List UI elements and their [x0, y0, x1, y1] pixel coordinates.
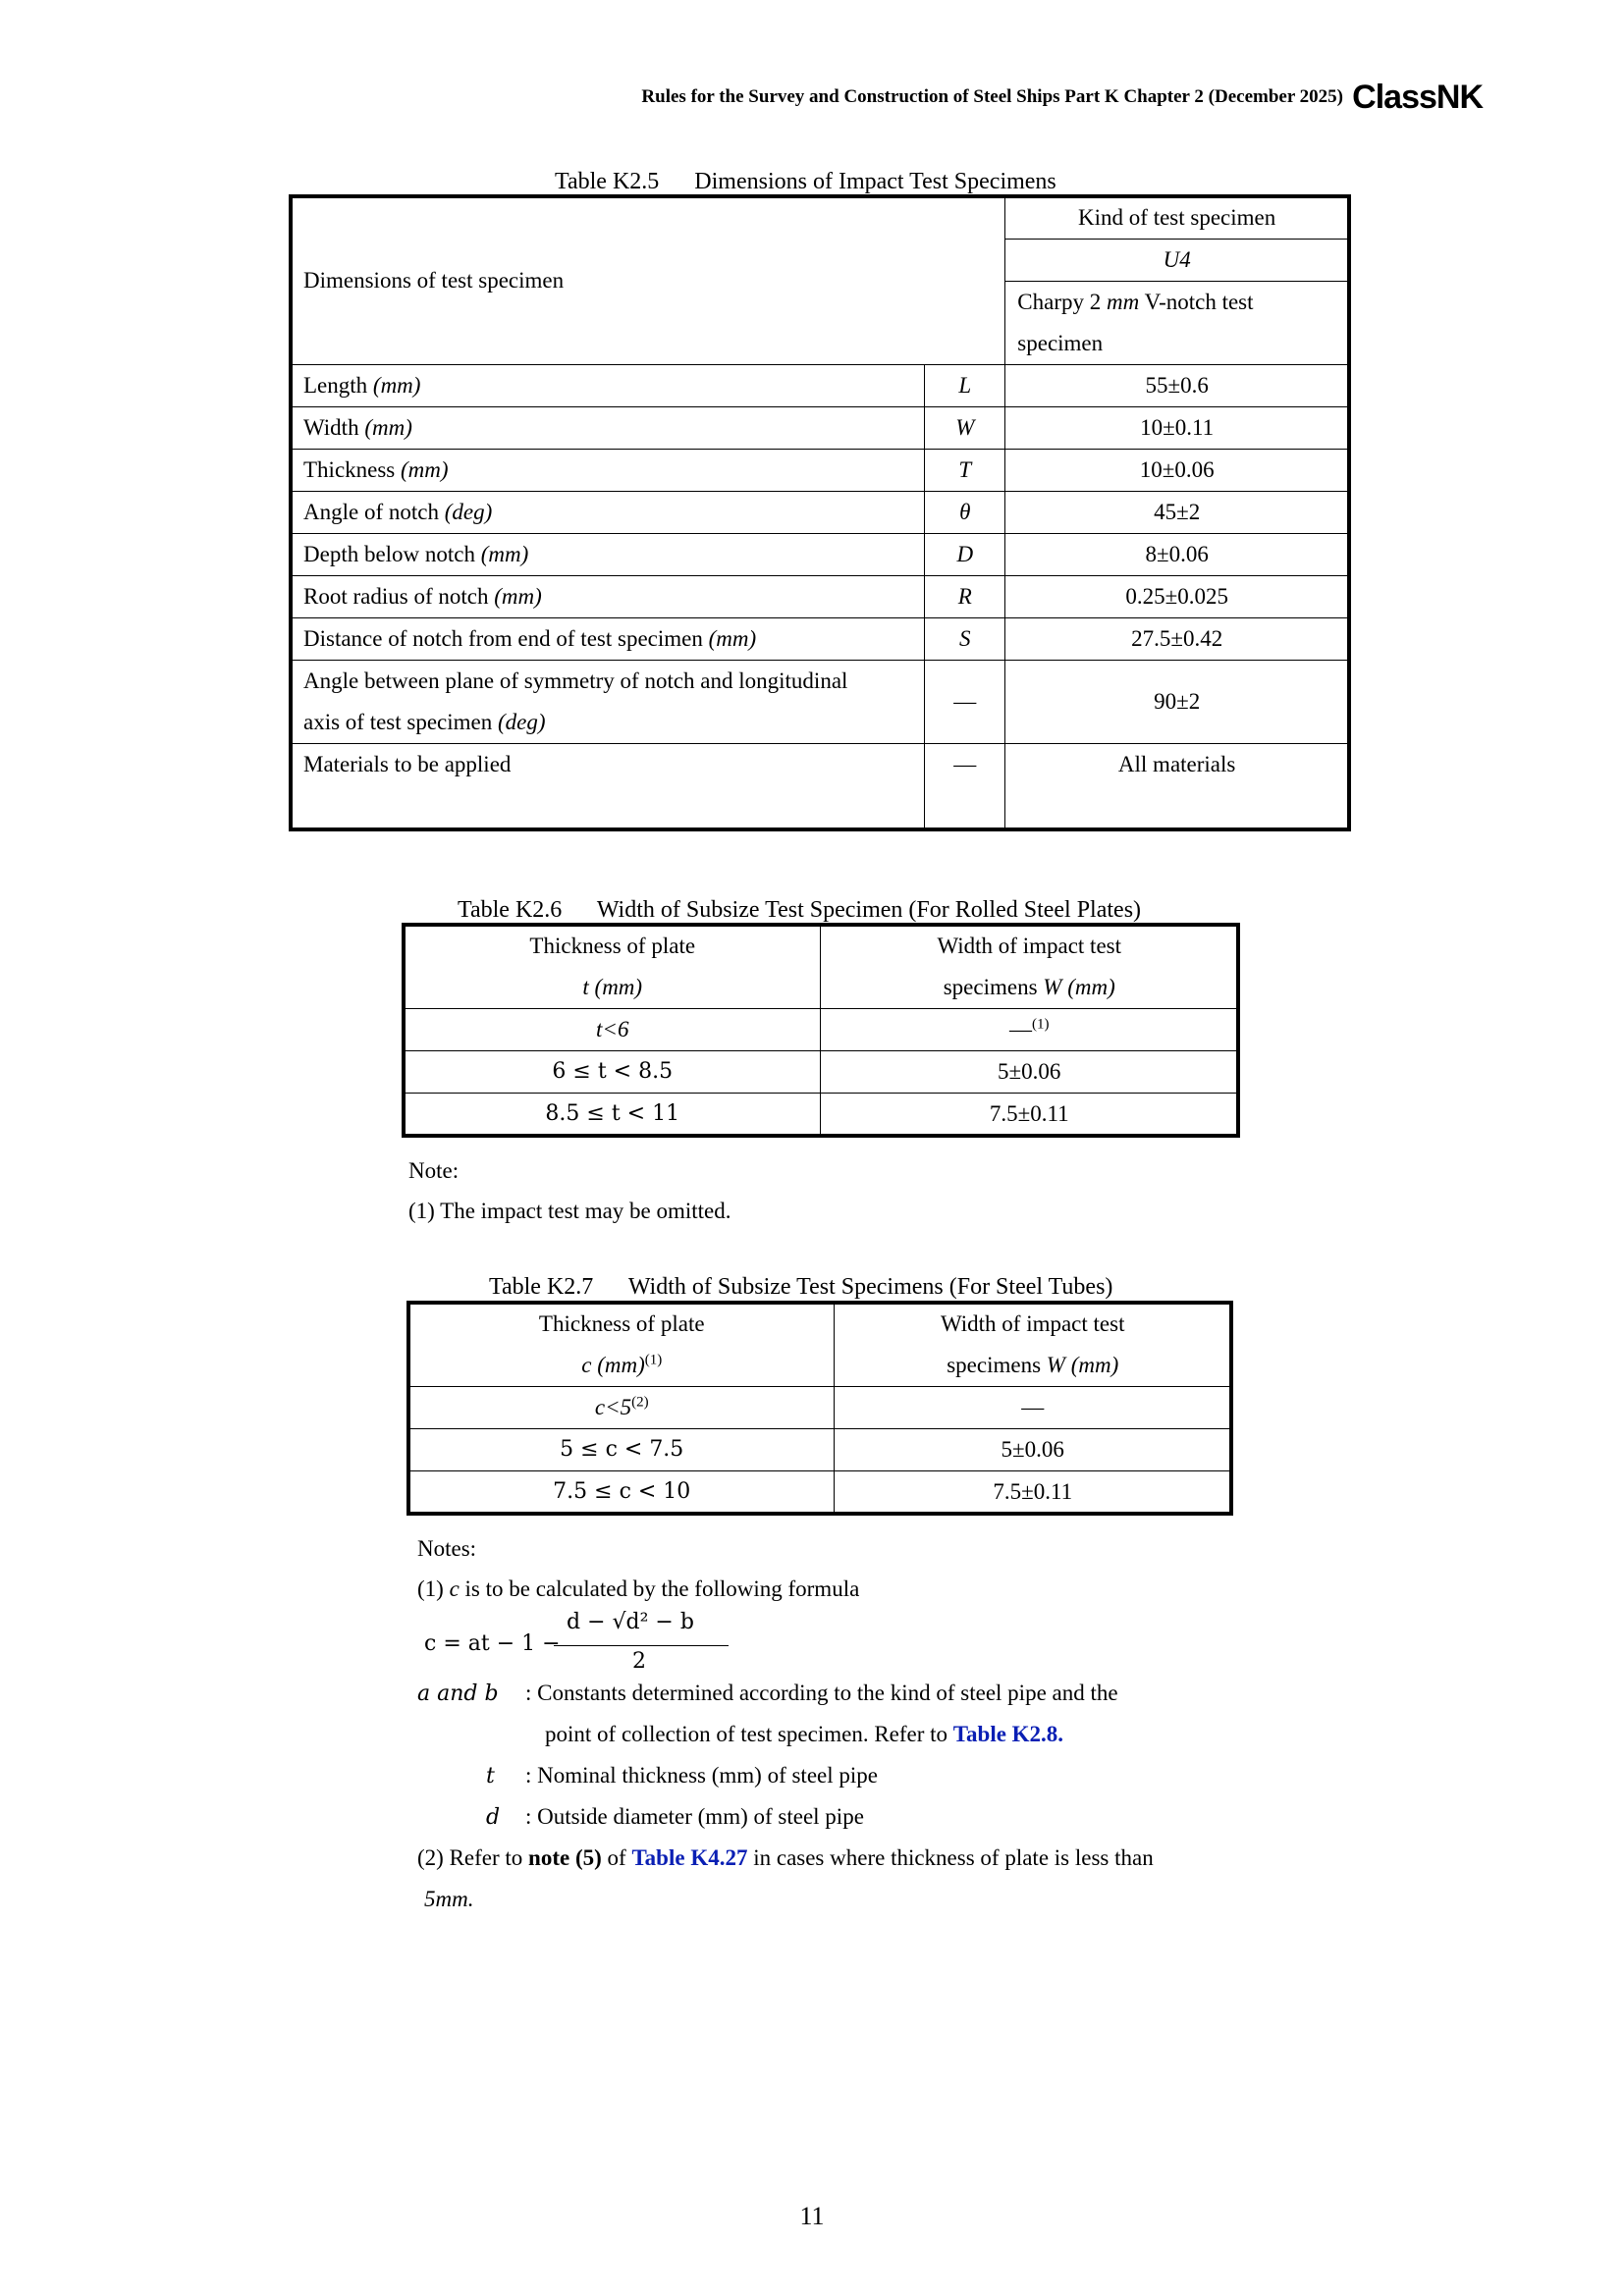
- table-row: t<6 —$^{(1)}$: [405, 1009, 1238, 1051]
- width-header: Width of impact test specimens W (mm): [821, 926, 1238, 1009]
- def-d: d: [486, 1805, 501, 1830]
- table-row: Length (mm) L 55±0.6: [292, 365, 1349, 407]
- table-row: Width (mm) W 10±0.11: [292, 407, 1349, 450]
- table-row: 5 ≤ c < 7.5 5±0.06: [409, 1429, 1231, 1471]
- thickness-header: Thickness of plate c (mm)$^{(1)}$: [409, 1304, 835, 1387]
- def-a-b: a and b: [417, 1682, 499, 1706]
- thickness-header: Thickness of plate t (mm): [405, 926, 821, 1009]
- table-row: Root radius of notch (mm) R 0.25±0.025: [292, 576, 1349, 618]
- table-k2-8-link[interactable]: Table K2.8.: [952, 1722, 1064, 1746]
- page-number: 11: [799, 2202, 825, 2230]
- table-k4-27-link[interactable]: Table K4.27: [631, 1845, 748, 1870]
- charpy-cell: Charpy 2 mm V-notch test specimen: [1005, 282, 1349, 365]
- header-title: Rules for the Survey and Construction of Steel Ships Part K Chapter 2 (December 2025): [641, 86, 1343, 107]
- table-k2-7-caption: Table K2.7 Width of Subsize Test Specimens (For Steel Tubes): [489, 1274, 1113, 1300]
- table-k2-6: [404, 925, 1238, 1136]
- table-row: $c<5^{(2)}$ —: [409, 1387, 1231, 1429]
- table-row: 7.5 ≤ c < 10 7.5±0.11: [409, 1471, 1231, 1514]
- table-k2-6-caption: Table K2.6 Width of Subsize Test Specimen (For Rolled Steel Plates): [458, 897, 1142, 923]
- table-k2-7: [408, 1303, 1231, 1514]
- notes-1: (1) c is to be calculated by the following formula: [417, 1576, 860, 1601]
- dimensions-header: Dimensions of test specimen: [292, 197, 1005, 365]
- kind-header: Kind of test specimen: [1005, 197, 1349, 240]
- width-header: Width of impact test specimens W (mm): [835, 1304, 1231, 1387]
- table-row: 8.5 ≤ t < 11 7.5±0.11: [405, 1094, 1238, 1136]
- notes-2: (2) Refer to note (5) of Table K4.27 in cases where thickness of plate is less than: [417, 1845, 1154, 1870]
- notes-title: Notes:: [417, 1536, 477, 1561]
- def-t-text: : Nominal thickness (mm) of steel pipe: [525, 1763, 878, 1788]
- formula-c: c = at − 1 − d − √d² − b 2: [424, 1606, 738, 1677]
- table-row: Depth below notch (mm) D 8±0.06: [292, 534, 1349, 576]
- note-1: (1) The impact test may be omitted.: [408, 1199, 731, 1223]
- note-title: Note:: [408, 1158, 460, 1183]
- def-a-b-text2: point of collection of test specimen. Refer to Table K2.8.: [545, 1722, 1064, 1746]
- table-row: 6 ≤ t < 8.5 5±0.06: [405, 1051, 1238, 1094]
- table-row: Materials to be applied — All materials: [292, 744, 1349, 829]
- table-row: Distance of notch from end of test specimen (mm) S 27.5±0.42: [292, 618, 1349, 661]
- def-a-b-text: : Constants determined according to the kind of steel pipe and the: [525, 1681, 1118, 1705]
- table-row: Thickness (mm) T 10±0.06: [292, 450, 1349, 492]
- def-t: t: [486, 1764, 495, 1789]
- kind-value: U4: [1005, 240, 1349, 282]
- classnk-logo: ClassNK: [1352, 79, 1483, 116]
- table-row: Angle between plane of symmetry of notch and longitudinal axis of test specimen (deg) — 90±2: [292, 661, 1349, 744]
- page-header: [550, 80, 1483, 120]
- def-d-text: : Outside diameter (mm) of steel pipe: [525, 1804, 864, 1829]
- table-k2-5: [291, 196, 1349, 829]
- notes-2-line2: 5mm.: [424, 1887, 474, 1911]
- table-k2-5-caption: Table K2.5 Dimensions of Impact Test Specimens: [555, 169, 1056, 194]
- table-row: Angle of notch (deg) θ 45±2: [292, 492, 1349, 534]
